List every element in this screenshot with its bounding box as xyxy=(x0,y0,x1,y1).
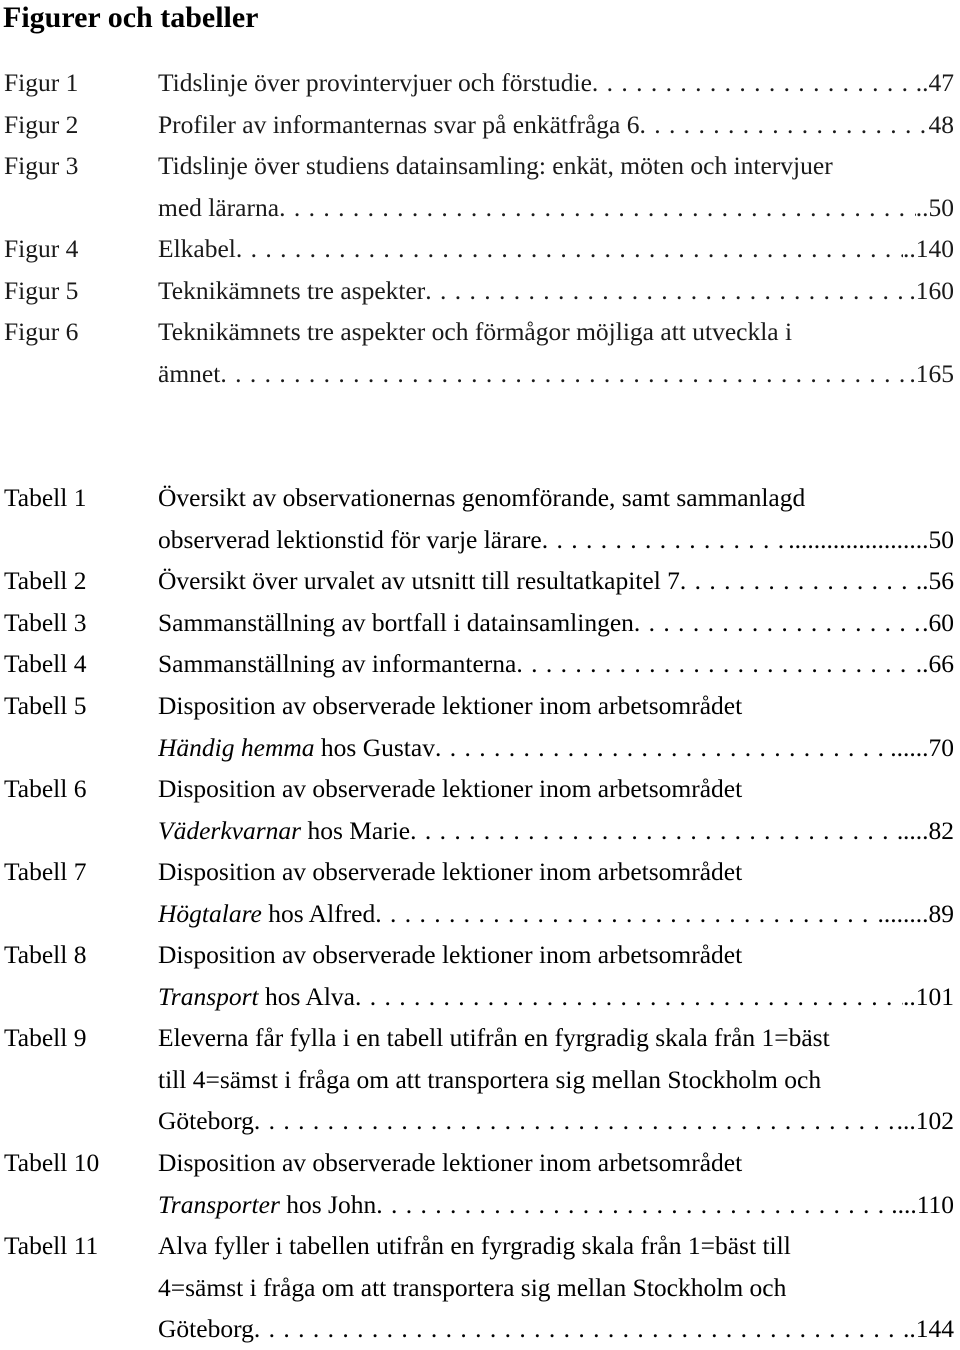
page-title: Figurer och tabeller xyxy=(3,1,259,34)
page-number: ....110 xyxy=(891,1189,954,1219)
dot-leader xyxy=(254,1308,903,1350)
entry-label: Tabell 9 xyxy=(4,1023,87,1052)
dot-leader xyxy=(254,1100,897,1142)
page-number: .56 xyxy=(922,566,954,595)
entry-title-cont: med lärarna xyxy=(158,192,280,222)
entry-label: Tabell 1 xyxy=(4,483,87,512)
entry-title-cont: ämnet xyxy=(158,358,221,388)
entry-title: Tidslinje över studiens datainsamling: enkät, möten och intervjuer xyxy=(158,151,833,180)
entry-label: Tabell 5 xyxy=(4,691,87,720)
dot-leader xyxy=(376,1184,891,1226)
dot-leader xyxy=(516,643,915,685)
entry-title: Alva fyller i tabellen utifrån en fyrgradig skala från 1=bäst till xyxy=(158,1231,791,1260)
entry-title: Disposition av observerade lektioner inom arbetsområdet xyxy=(158,691,743,720)
entry-title: Översikt över urvalet av utsnitt till resultatkapitel 7 xyxy=(158,566,680,595)
entry-label: Tabell 10 xyxy=(4,1148,100,1177)
entry-label: Tabell 3 xyxy=(4,608,87,637)
entry-title: Disposition av observerade lektioner inom arbetsområdet xyxy=(158,1148,743,1177)
entry-label: Tabell 2 xyxy=(4,566,87,595)
page-number: .60 xyxy=(922,608,954,637)
page-number: ......70 xyxy=(890,732,954,762)
entry-title-rest: hos Alva xyxy=(258,981,355,1011)
entry-label: Figur 2 xyxy=(4,110,79,139)
entry-label: Figur 5 xyxy=(4,276,79,305)
page-number: ..144 xyxy=(903,1314,954,1344)
entry-italic-title: Transporter xyxy=(158,1189,280,1219)
dot-leader xyxy=(592,62,916,104)
entry-label: Figur 4 xyxy=(4,234,79,263)
entry-title: Disposition av observerade lektioner inom arbetsområdet xyxy=(158,940,743,969)
page-number: ..66 xyxy=(915,649,954,678)
dot-leader xyxy=(355,976,903,1018)
entry-title-cont: 4=sämst i fråga om att transportera sig mellan Stockholm och xyxy=(158,1272,787,1302)
page-number: ..140 xyxy=(903,234,954,263)
entry-label: Tabell 11 xyxy=(4,1231,99,1260)
page-number: .160 xyxy=(909,276,954,305)
dot-leader xyxy=(634,602,922,644)
page-number: ......................50 xyxy=(788,524,954,554)
dot-leader xyxy=(435,727,890,769)
entry-title-cont: observerad lektionstid för varje lärare xyxy=(158,524,542,554)
page-number: ....82 xyxy=(903,815,954,845)
dot-leader xyxy=(279,187,916,229)
entry-title-rest: hos John xyxy=(279,1189,377,1219)
entry-title: Elkabel xyxy=(158,234,236,263)
entry-title: Teknikämnets tre aspekter och förmågor möjliga att utveckla i xyxy=(158,317,793,346)
dot-leader xyxy=(639,104,928,146)
entry-label: Figur 3 xyxy=(4,151,79,180)
dot-leader xyxy=(375,893,877,935)
dot-leader xyxy=(542,519,789,561)
entry-label: Figur 1 xyxy=(4,68,79,97)
entry-title-rest: hos Alfred xyxy=(261,898,376,928)
page-number: ...102 xyxy=(896,1106,954,1136)
page-number: 48 xyxy=(928,110,954,139)
entry-title: Teknikämnets tre aspekter xyxy=(158,276,426,305)
dot-leader xyxy=(425,270,909,312)
entry-label: Tabell 4 xyxy=(4,649,87,678)
entry-title: Eleverna får fylla i en tabell utifrån en fyrgradig skala från 1=bäst xyxy=(158,1023,830,1052)
entry-title: Tidslinje över provintervjuer och förstudie xyxy=(158,68,592,97)
dot-leader xyxy=(220,353,909,395)
page-number: ..50 xyxy=(915,192,954,222)
entry-title: Profiler av informanternas svar på enkätfråga 6 xyxy=(158,110,640,139)
entry-title: Sammanställning av bortfall i datainsamlingen xyxy=(158,608,634,637)
dot-leader xyxy=(680,560,922,602)
entry-title: Översikt av observationernas genomförande, samt sammanlagd xyxy=(158,483,806,512)
entry-title-cont: Göteborg xyxy=(158,1314,254,1344)
page-number: ........89 xyxy=(877,898,954,928)
page-number: ..47 xyxy=(915,68,954,97)
entry-title-rest: hos Marie xyxy=(301,815,411,845)
entry-title-rest: hos Gustav xyxy=(314,732,435,762)
entry-italic-title: Högtalare xyxy=(158,898,262,928)
entry-title: Sammanställning av informanterna xyxy=(158,649,517,678)
entry-label: Tabell 8 xyxy=(4,940,87,969)
page-number: ..101 xyxy=(903,981,954,1011)
entry-italic-title: Transport xyxy=(158,981,259,1011)
entry-label: Figur 6 xyxy=(4,317,79,346)
dot-leader xyxy=(410,810,903,852)
entry-title-cont: Göteborg xyxy=(158,1106,254,1136)
entry-title-cont: till 4=sämst i fråga om att transportera sig mellan Stockholm och xyxy=(158,1064,822,1094)
entry-italic-title: Väderkvarnar xyxy=(158,815,302,845)
page-number: .165 xyxy=(909,358,954,388)
entry-title: Disposition av observerade lektioner inom arbetsområdet xyxy=(158,774,743,803)
entry-italic-title: Händig hemma xyxy=(158,732,315,762)
entry-title: Disposition av observerade lektioner inom arbetsområdet xyxy=(158,857,743,886)
dot-leader xyxy=(236,228,903,270)
entry-label: Tabell 7 xyxy=(4,857,87,886)
entry-label: Tabell 6 xyxy=(4,774,87,803)
